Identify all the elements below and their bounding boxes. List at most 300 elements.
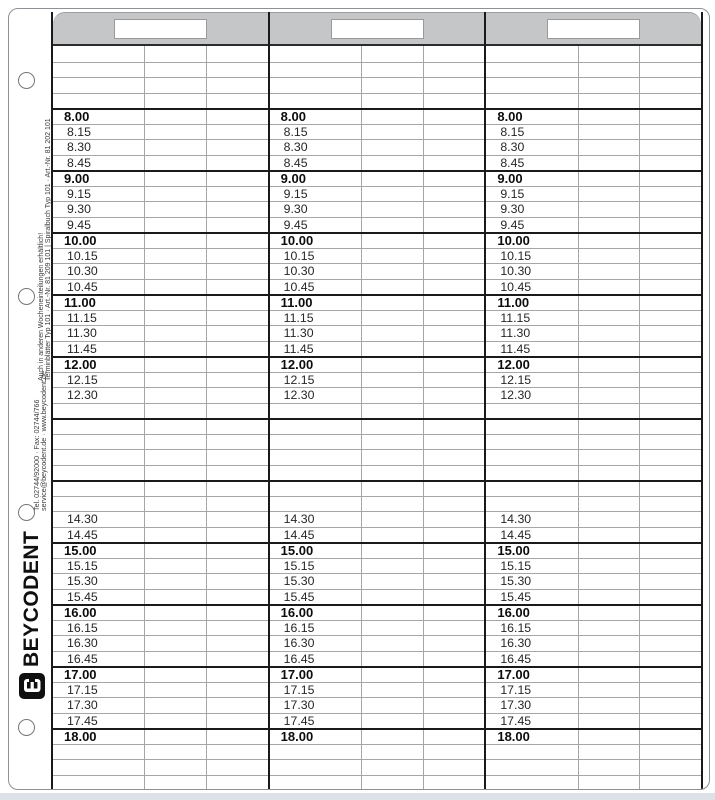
empty-time-cell — [53, 482, 144, 496]
entry-cell — [361, 512, 423, 527]
time-row — [53, 325, 268, 341]
time-cell: 12.15 — [283, 372, 315, 387]
entry-cell — [578, 296, 640, 310]
entry-cell — [423, 668, 485, 682]
time-cell: 10.45 — [500, 279, 532, 294]
entry-cell — [639, 358, 701, 372]
entry-cell — [206, 202, 268, 217]
time-row — [270, 666, 485, 682]
entry-cell — [144, 46, 206, 62]
entry-cell — [423, 388, 485, 403]
time-cell: 12.30 — [67, 388, 98, 402]
entry-cell — [144, 264, 206, 279]
entry-cell — [144, 187, 206, 202]
entry-cell — [423, 326, 485, 341]
empty-time-cell — [270, 404, 361, 419]
entry-cell — [361, 46, 423, 62]
time-row — [53, 542, 268, 558]
time-cell: 16.45 — [67, 651, 98, 666]
time-row — [486, 310, 701, 326]
entry-cell — [578, 760, 640, 775]
entry-cell — [206, 234, 268, 248]
time-row — [270, 263, 485, 279]
entry-cell — [361, 497, 423, 512]
entry-cell — [423, 730, 485, 744]
entry-cell — [639, 652, 701, 667]
time-row — [270, 217, 485, 233]
entry-cell — [144, 636, 206, 651]
blank-row — [270, 744, 485, 760]
entry-cell — [639, 404, 701, 419]
entry-cell — [144, 683, 206, 698]
entry-cell — [423, 125, 485, 140]
entry-cell — [639, 636, 701, 651]
blank-row — [486, 46, 701, 62]
blank-row — [486, 434, 701, 450]
entry-cell — [578, 698, 640, 713]
time-row — [53, 341, 268, 357]
entry-cell — [361, 296, 423, 310]
entry-cell — [206, 296, 268, 310]
entry-cell — [144, 590, 206, 605]
time-cell: 14.30 — [67, 512, 98, 526]
empty-time-cell — [270, 435, 361, 450]
entry-cell — [578, 311, 640, 326]
product-note: Terminblätter Typ 101 · Art.-Nr. 81 209 101 | Spiralbuch Typ 101 · Art.-Nr. 81 202 101 — [45, 118, 53, 381]
entry-cell — [578, 435, 640, 450]
entry-cell — [361, 78, 423, 93]
entry-cell — [423, 156, 485, 171]
entry-cell — [361, 450, 423, 465]
entry-cell — [206, 652, 268, 667]
time-cell: 8.15 — [283, 124, 308, 139]
empty-time-cell — [270, 776, 361, 791]
blank-row — [270, 93, 485, 109]
entry-cell — [423, 636, 485, 651]
time-cell: 8.15 — [67, 124, 91, 139]
time-cell: 10.30 — [67, 264, 98, 278]
empty-time-cell — [53, 760, 144, 775]
entry-cell — [206, 559, 268, 574]
planner-sheet — [8, 8, 710, 790]
brand-logo — [18, 530, 45, 699]
entry-cell — [361, 435, 423, 450]
blank-row — [486, 418, 701, 434]
time-row — [53, 511, 268, 527]
empty-time-cell — [53, 94, 144, 109]
empty-time-cell — [53, 466, 144, 481]
time-row — [270, 341, 485, 357]
time-row — [486, 511, 701, 527]
time-row — [486, 604, 701, 620]
entry-cell — [206, 621, 268, 636]
entry-cell — [639, 172, 701, 186]
entry-cell — [361, 482, 423, 496]
entry-cell — [206, 388, 268, 403]
entry-cell — [206, 110, 268, 124]
time-row — [270, 294, 485, 310]
empty-time-cell — [486, 94, 577, 109]
entry-cell — [423, 110, 485, 124]
time-cell: 15.15 — [67, 558, 98, 573]
entry-cell — [144, 574, 206, 589]
time-cell: 17.45 — [500, 713, 532, 728]
time-row — [53, 697, 268, 713]
time-cell: 14.30 — [500, 512, 532, 526]
entry-cell — [423, 311, 485, 326]
entry-cell — [144, 420, 206, 434]
entry-cell — [639, 668, 701, 682]
entry-cell — [206, 78, 268, 93]
entry-cell — [639, 574, 701, 589]
entry-cell — [361, 621, 423, 636]
entry-cell — [423, 280, 485, 295]
entry-cell — [423, 94, 485, 109]
entry-cell — [639, 264, 701, 279]
time-cell: 10.00 — [497, 234, 530, 248]
entry-cell — [423, 512, 485, 527]
entry-cell — [144, 326, 206, 341]
entry-cell — [578, 574, 640, 589]
entry-cell — [578, 187, 640, 202]
time-cell: 16.30 — [500, 636, 532, 650]
time-row — [486, 589, 701, 605]
entry-cell — [639, 296, 701, 310]
time-cell: 18.00 — [64, 730, 97, 744]
blank-row — [270, 496, 485, 512]
entry-cell — [206, 342, 268, 357]
empty-time-cell — [486, 78, 577, 93]
entry-cell — [639, 125, 701, 140]
entry-cell — [639, 435, 701, 450]
entry-cell — [144, 652, 206, 667]
time-row — [53, 682, 268, 698]
entry-cell — [423, 528, 485, 543]
time-row — [486, 635, 701, 651]
entry-cell — [206, 450, 268, 465]
entry-cell — [578, 512, 640, 527]
entry-cell — [423, 482, 485, 496]
time-cell: 15.45 — [500, 589, 532, 604]
blank-row — [270, 434, 485, 450]
time-row — [270, 527, 485, 543]
time-row — [53, 217, 268, 233]
time-cell: 9.30 — [500, 202, 525, 216]
entry-cell — [423, 202, 485, 217]
entry-cell — [639, 234, 701, 248]
entry-cell — [639, 156, 701, 171]
entry-cell — [206, 404, 268, 419]
blank-row — [53, 449, 268, 465]
time-row — [486, 341, 701, 357]
entry-cell — [423, 559, 485, 574]
entry-cell — [361, 606, 423, 620]
entry-cell — [206, 373, 268, 388]
beycodent-icon — [19, 673, 45, 699]
time-row — [53, 310, 268, 326]
time-cell: 9.15 — [500, 186, 525, 201]
blank-row — [53, 403, 268, 419]
empty-time-cell — [53, 420, 144, 434]
time-row — [53, 651, 268, 667]
time-cell: 17.45 — [67, 713, 98, 728]
time-cell: 15.45 — [67, 589, 98, 604]
time-row — [486, 294, 701, 310]
entry-cell — [361, 420, 423, 434]
time-cell: 15.15 — [283, 558, 315, 573]
time-row — [270, 170, 485, 186]
entry-cell — [639, 218, 701, 233]
empty-time-cell — [270, 450, 361, 465]
entry-cell — [144, 140, 206, 155]
entry-cell — [206, 140, 268, 155]
empty-time-cell — [486, 466, 577, 481]
entry-cell — [361, 202, 423, 217]
entry-cell — [206, 497, 268, 512]
entry-cell — [578, 652, 640, 667]
time-cell: 9.00 — [280, 172, 306, 186]
entry-cell — [423, 683, 485, 698]
time-row — [486, 713, 701, 729]
time-row — [486, 232, 701, 248]
empty-time-cell — [53, 78, 144, 93]
entry-cell — [206, 590, 268, 605]
entry-cell — [361, 466, 423, 481]
entry-cell — [206, 420, 268, 434]
blank-row — [53, 744, 268, 760]
time-row — [270, 589, 485, 605]
time-row — [486, 263, 701, 279]
entry-cell — [144, 435, 206, 450]
time-cell: 8.30 — [500, 140, 525, 154]
entry-cell — [144, 450, 206, 465]
entry-cell — [423, 606, 485, 620]
blank-row — [486, 496, 701, 512]
blank-row — [486, 449, 701, 465]
entry-cell — [578, 249, 640, 264]
blank-row — [486, 93, 701, 109]
entry-cell — [578, 234, 640, 248]
time-cell: 11.45 — [283, 341, 314, 356]
entry-cell — [639, 544, 701, 558]
time-cell: 16.15 — [500, 620, 532, 635]
entry-cell — [578, 264, 640, 279]
time-cell: 17.30 — [67, 698, 98, 712]
time-row — [486, 155, 701, 171]
entry-cell — [361, 342, 423, 357]
entry-cell — [206, 249, 268, 264]
time-cell: 8.00 — [497, 110, 523, 124]
blank-row — [53, 759, 268, 775]
entry-cell — [423, 590, 485, 605]
blank-row — [53, 418, 268, 434]
time-cell: 11.15 — [500, 310, 531, 325]
time-cell: 9.45 — [283, 217, 308, 232]
entry-cell — [144, 745, 206, 760]
entry-cell — [578, 388, 640, 403]
entry-cell — [361, 652, 423, 667]
entry-cell — [144, 404, 206, 419]
entry-cell — [361, 358, 423, 372]
time-row — [53, 263, 268, 279]
time-cell: 17.30 — [500, 698, 532, 712]
time-row — [270, 573, 485, 589]
entry-cell — [423, 63, 485, 78]
time-row — [270, 697, 485, 713]
empty-time-cell — [486, 482, 577, 496]
tab-label-window — [547, 19, 640, 39]
time-row — [270, 682, 485, 698]
brand-name: BEYCODENT — [19, 530, 43, 667]
time-cell: 15.15 — [500, 558, 532, 573]
empty-time-cell — [270, 466, 361, 481]
time-row — [486, 217, 701, 233]
empty-time-cell — [53, 63, 144, 78]
entry-cell — [144, 466, 206, 481]
entry-cell — [144, 296, 206, 310]
entry-cell — [144, 202, 206, 217]
entry-cell — [144, 311, 206, 326]
entry-cell — [361, 63, 423, 78]
time-row — [486, 108, 701, 124]
entry-cell — [144, 78, 206, 93]
empty-time-cell — [53, 450, 144, 465]
entry-cell — [206, 172, 268, 186]
time-row — [486, 651, 701, 667]
entry-cell — [423, 373, 485, 388]
blank-row — [270, 775, 485, 791]
blank-row — [53, 62, 268, 78]
time-row — [270, 372, 485, 388]
entry-cell — [639, 140, 701, 155]
time-cell: 14.45 — [67, 527, 98, 542]
time-row — [486, 186, 701, 202]
time-row — [270, 139, 485, 155]
entry-cell — [578, 420, 640, 434]
entry-cell — [206, 435, 268, 450]
entry-cell — [578, 668, 640, 682]
entry-cell — [206, 187, 268, 202]
time-cell: 17.30 — [283, 698, 315, 712]
entry-cell — [423, 358, 485, 372]
blank-row — [53, 465, 268, 481]
entry-cell — [144, 342, 206, 357]
planner-column — [484, 12, 701, 790]
time-row — [486, 573, 701, 589]
entry-cell — [144, 497, 206, 512]
entry-cell — [639, 63, 701, 78]
time-cell: 12.00 — [497, 358, 530, 372]
time-row — [53, 201, 268, 217]
entry-cell — [639, 202, 701, 217]
entry-cell — [578, 559, 640, 574]
time-cell: 11.00 — [64, 296, 96, 310]
entry-cell — [144, 544, 206, 558]
time-cell: 16.45 — [500, 651, 532, 666]
time-row — [53, 232, 268, 248]
time-cell: 17.00 — [64, 668, 97, 682]
entry-cell — [144, 125, 206, 140]
entry-cell — [361, 745, 423, 760]
entry-cell — [144, 388, 206, 403]
time-cell: 11.45 — [500, 341, 531, 356]
entry-cell — [206, 63, 268, 78]
entry-cell — [206, 311, 268, 326]
time-cell: 9.00 — [497, 172, 523, 186]
entry-cell — [206, 125, 268, 140]
entry-cell — [206, 466, 268, 481]
entry-cell — [206, 544, 268, 558]
time-cell: 12.15 — [500, 372, 532, 387]
empty-time-cell — [486, 497, 577, 512]
entry-cell — [639, 46, 701, 62]
blank-row — [53, 434, 268, 450]
column-header-band — [486, 12, 701, 46]
blank-row — [270, 46, 485, 62]
time-cell: 11.30 — [500, 326, 531, 340]
time-cell: 11.15 — [283, 310, 314, 325]
entry-cell — [578, 776, 640, 791]
entry-cell — [423, 46, 485, 62]
blank-row — [486, 759, 701, 775]
time-row — [270, 558, 485, 574]
time-row — [270, 108, 485, 124]
empty-time-cell — [486, 450, 577, 465]
time-cell: 15.00 — [497, 544, 530, 558]
entry-cell — [578, 404, 640, 419]
entry-cell — [423, 497, 485, 512]
time-cell: 16.15 — [283, 620, 315, 635]
empty-time-cell — [53, 745, 144, 760]
planner-column — [53, 12, 268, 790]
entry-cell — [423, 698, 485, 713]
time-row — [270, 248, 485, 264]
time-cell: 10.30 — [500, 264, 532, 278]
time-row — [53, 387, 268, 403]
entry-cell — [578, 110, 640, 124]
time-row — [53, 108, 268, 124]
entry-cell — [206, 46, 268, 62]
entry-cell — [423, 621, 485, 636]
entry-cell — [144, 668, 206, 682]
time-row — [486, 620, 701, 636]
entry-cell — [639, 512, 701, 527]
time-row — [53, 666, 268, 682]
scan-edge-strip — [0, 793, 715, 800]
time-row — [486, 248, 701, 264]
empty-time-cell — [270, 482, 361, 496]
entry-cell — [206, 482, 268, 496]
time-cell: 9.15 — [283, 186, 308, 201]
punch-hole — [18, 288, 35, 305]
entry-cell — [639, 342, 701, 357]
entry-cell — [361, 110, 423, 124]
entry-cell — [361, 760, 423, 775]
entry-cell — [639, 590, 701, 605]
entry-cell — [144, 621, 206, 636]
empty-time-cell — [486, 63, 577, 78]
entry-cell — [206, 776, 268, 791]
entry-cell — [423, 652, 485, 667]
punch-hole — [18, 72, 35, 89]
time-row — [53, 372, 268, 388]
entry-cell — [206, 760, 268, 775]
entry-cell — [361, 698, 423, 713]
time-row — [53, 279, 268, 295]
contact-web: service@beycodent.de · www.beycodent.de — [39, 371, 49, 511]
time-row — [270, 728, 485, 744]
time-row — [270, 356, 485, 372]
